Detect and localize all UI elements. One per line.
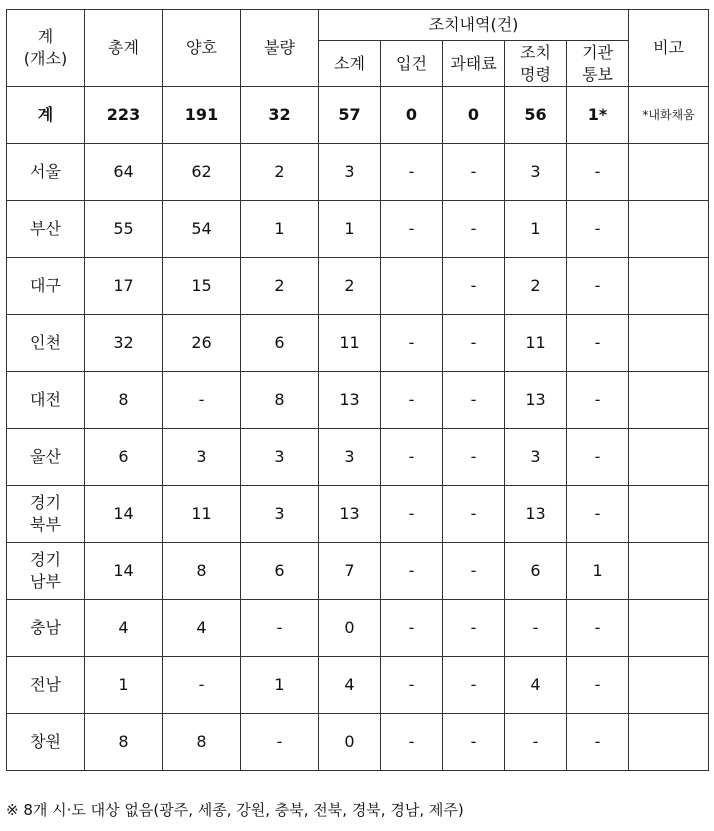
note-cell <box>629 315 709 372</box>
note-cell <box>629 429 709 486</box>
value-cell: 4 <box>505 657 567 714</box>
value-cell: 1 <box>85 657 163 714</box>
table-row <box>7 201 709 258</box>
region-cell: 충남 <box>7 600 85 657</box>
value-cell: 1 <box>241 201 319 258</box>
value-cell: - <box>567 486 629 543</box>
value-cell: 11 <box>163 486 241 543</box>
value-cell: - <box>381 714 443 771</box>
value-cell: - <box>567 714 629 771</box>
value-cell: 4 <box>163 600 241 657</box>
value-cell: 8 <box>163 543 241 600</box>
value-cell: - <box>505 600 567 657</box>
value-cell: 2 <box>319 258 381 315</box>
value-cell: - <box>443 600 505 657</box>
table-row <box>7 657 709 714</box>
value-cell: 8 <box>85 714 163 771</box>
value-cell: 3 <box>319 429 381 486</box>
header-booked: 입건 <box>381 41 443 87</box>
value-cell: 26 <box>163 315 241 372</box>
value-cell: 1 <box>241 657 319 714</box>
region-cell: 울산 <box>7 429 85 486</box>
region-cell: 부산 <box>7 201 85 258</box>
table-row <box>7 315 709 372</box>
header-total: 총계 <box>85 10 163 87</box>
value-cell: 4 <box>85 600 163 657</box>
value-cell: 62 <box>163 144 241 201</box>
value-cell: 8 <box>85 372 163 429</box>
footnote: ※ 8개 시·도 대상 없음(광주, 세종, 강원, 충북, 전북, 경북, 경남, 제주) <box>6 801 464 819</box>
total-cell: 223 <box>85 87 163 144</box>
value-cell: 3 <box>319 144 381 201</box>
region-cell: 경기 남부 <box>7 543 85 600</box>
value-cell: 64 <box>85 144 163 201</box>
value-cell: - <box>241 600 319 657</box>
note-cell <box>629 657 709 714</box>
value-cell: 54 <box>163 201 241 258</box>
total-note: *내화채움 <box>629 87 709 144</box>
value-cell: - <box>567 600 629 657</box>
table-row <box>7 144 709 201</box>
value-cell: - <box>567 657 629 714</box>
value-cell: - <box>163 372 241 429</box>
total-cell: 0 <box>381 87 443 144</box>
value-cell: - <box>567 258 629 315</box>
value-cell: 6 <box>85 429 163 486</box>
value-cell: 13 <box>319 372 381 429</box>
value-cell: - <box>567 144 629 201</box>
total-cell: 1* <box>567 87 629 144</box>
value-cell: - <box>381 657 443 714</box>
value-cell: - <box>443 201 505 258</box>
table-body <box>7 87 709 771</box>
value-cell: - <box>567 201 629 258</box>
value-cell <box>381 258 443 315</box>
value-cell: 13 <box>319 486 381 543</box>
value-cell: - <box>381 372 443 429</box>
region-cell: 경기 북부 <box>7 486 85 543</box>
value-cell: - <box>443 486 505 543</box>
value-cell: 2 <box>241 144 319 201</box>
value-cell: - <box>443 714 505 771</box>
table-row <box>7 714 709 771</box>
header-region: 계 (개소) <box>7 10 85 87</box>
value-cell: 1 <box>319 201 381 258</box>
value-cell: 2 <box>241 258 319 315</box>
table-header <box>7 10 709 87</box>
header-order: 조치 명령 <box>505 41 567 87</box>
value-cell: - <box>443 429 505 486</box>
note-cell <box>629 372 709 429</box>
total-cell: 56 <box>505 87 567 144</box>
table-row <box>7 372 709 429</box>
region-cell: 인천 <box>7 315 85 372</box>
value-cell: - <box>241 714 319 771</box>
value-cell: - <box>381 144 443 201</box>
value-cell: 0 <box>319 600 381 657</box>
region-cell: 창원 <box>7 714 85 771</box>
note-cell <box>629 543 709 600</box>
note-cell <box>629 258 709 315</box>
value-cell: 1 <box>567 543 629 600</box>
value-cell: - <box>381 201 443 258</box>
value-cell: - <box>567 372 629 429</box>
value-cell: - <box>381 543 443 600</box>
value-cell: - <box>163 657 241 714</box>
note-cell <box>629 486 709 543</box>
total-cell: 32 <box>241 87 319 144</box>
table-row <box>7 258 709 315</box>
value-cell: 11 <box>319 315 381 372</box>
value-cell: 0 <box>319 714 381 771</box>
value-cell: - <box>505 714 567 771</box>
total-row <box>7 87 709 144</box>
value-cell: 14 <box>85 486 163 543</box>
value-cell: 3 <box>505 429 567 486</box>
value-cell: 8 <box>163 714 241 771</box>
value-cell: - <box>381 486 443 543</box>
total-region: 계 <box>7 87 85 144</box>
value-cell: 13 <box>505 486 567 543</box>
value-cell: 1 <box>505 201 567 258</box>
value-cell: 6 <box>241 315 319 372</box>
value-cell: 55 <box>85 201 163 258</box>
value-cell: 3 <box>241 429 319 486</box>
total-cell: 57 <box>319 87 381 144</box>
value-cell: 4 <box>319 657 381 714</box>
region-cell: 대구 <box>7 258 85 315</box>
value-cell: 15 <box>163 258 241 315</box>
value-cell: - <box>567 429 629 486</box>
value-cell: 8 <box>241 372 319 429</box>
region-cell: 대전 <box>7 372 85 429</box>
total-cell: 0 <box>443 87 505 144</box>
value-cell: - <box>443 372 505 429</box>
header-subtotal: 소계 <box>319 41 381 87</box>
value-cell: 7 <box>319 543 381 600</box>
table-row <box>7 600 709 657</box>
value-cell: - <box>443 144 505 201</box>
note-cell <box>629 144 709 201</box>
inspection-results-table <box>6 9 709 771</box>
value-cell: 13 <box>505 372 567 429</box>
note-cell <box>629 600 709 657</box>
value-cell: - <box>381 600 443 657</box>
region-cell: 전남 <box>7 657 85 714</box>
value-cell: 32 <box>85 315 163 372</box>
value-cell: - <box>443 543 505 600</box>
table-row <box>7 543 709 600</box>
value-cell: - <box>443 315 505 372</box>
value-cell: 6 <box>241 543 319 600</box>
header-note: 비고 <box>629 10 709 87</box>
header-bad: 불량 <box>241 10 319 87</box>
table-row <box>7 429 709 486</box>
value-cell: 3 <box>505 144 567 201</box>
value-cell: 3 <box>241 486 319 543</box>
region-cell: 서울 <box>7 144 85 201</box>
header-action-group: 조치내역(건) <box>319 10 629 41</box>
value-cell: - <box>567 315 629 372</box>
value-cell: 11 <box>505 315 567 372</box>
value-cell: 2 <box>505 258 567 315</box>
total-cell: 191 <box>163 87 241 144</box>
value-cell: 14 <box>85 543 163 600</box>
header-good: 양호 <box>163 10 241 87</box>
value-cell: 3 <box>163 429 241 486</box>
header-fine: 과태료 <box>443 41 505 87</box>
note-cell <box>629 201 709 258</box>
note-cell <box>629 714 709 771</box>
value-cell: - <box>381 315 443 372</box>
header-agency-notice: 기관 통보 <box>567 41 629 87</box>
value-cell: - <box>443 258 505 315</box>
table-row <box>7 486 709 543</box>
value-cell: - <box>443 657 505 714</box>
value-cell: 6 <box>505 543 567 600</box>
value-cell: - <box>381 429 443 486</box>
value-cell: 17 <box>85 258 163 315</box>
